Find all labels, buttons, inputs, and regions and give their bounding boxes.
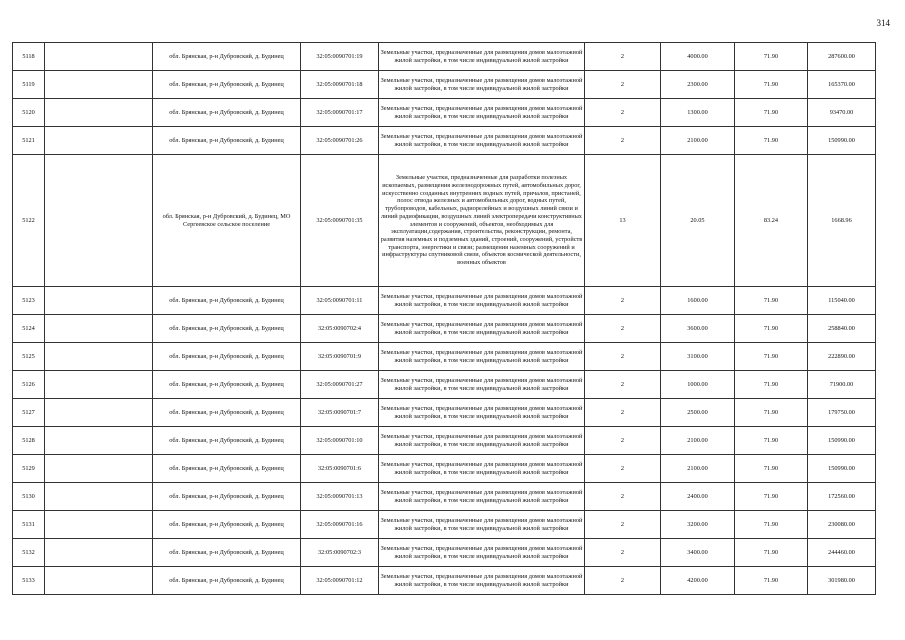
- land-purpose-cell: Земельные участки, предназначенные для размещения домов малоэтажной жилой застройки, в том числе индивидуальной жилой застройки: [379, 399, 585, 427]
- empty-cell: [45, 71, 153, 99]
- empty-cell: [45, 43, 153, 71]
- rate-cell: 71.90: [735, 343, 808, 371]
- land-purpose-cell: Земельные участки, предназначенные для размещения домов малоэтажной жилой застройки, в том числе индивидуальной жилой застройки: [379, 287, 585, 315]
- rate-cell: 71.90: [735, 127, 808, 155]
- page-number: 314: [876, 18, 890, 28]
- table-row: [13, 99, 876, 127]
- table-row: [13, 399, 876, 427]
- row-number-cell: 5122: [13, 155, 45, 287]
- table-row: [13, 343, 876, 371]
- empty-cell: [45, 343, 153, 371]
- empty-cell: [45, 155, 153, 287]
- empty-cell: [45, 455, 153, 483]
- row-number-cell: 5131: [13, 511, 45, 539]
- table-row: [13, 539, 876, 567]
- quantity-cell: 2: [585, 539, 661, 567]
- row-number-cell: 5126: [13, 371, 45, 399]
- rate-cell: 71.90: [735, 315, 808, 343]
- address-cell: обл. Брянская, р-н Дубровский, д. Будинец: [153, 399, 301, 427]
- land-purpose-cell: Земельные участки, предназначенные для размещения домов малоэтажной жилой застройки, в том числе индивидуальной жилой застройки: [379, 127, 585, 155]
- empty-cell: [45, 127, 153, 155]
- row-number-cell: 5124: [13, 315, 45, 343]
- empty-cell: [45, 483, 153, 511]
- area-cell: 4200.00: [661, 567, 735, 595]
- empty-cell: [45, 287, 153, 315]
- area-cell: 3600.00: [661, 315, 735, 343]
- cadastral-value-cell: 222890.00: [808, 343, 876, 371]
- cadastral-number-cell: 32:05:0090701:11: [301, 287, 379, 315]
- area-cell: 2300.00: [661, 71, 735, 99]
- row-number-cell: 5123: [13, 287, 45, 315]
- land-plots-table: [12, 42, 876, 595]
- area-cell: 2100.00: [661, 455, 735, 483]
- area-cell: 3200.00: [661, 511, 735, 539]
- empty-cell: [45, 99, 153, 127]
- row-number-cell: 5130: [13, 483, 45, 511]
- land-purpose-cell: Земельные участки, предназначенные для размещения домов малоэтажной жилой застройки, в том числе индивидуальной жилой застройки: [379, 371, 585, 399]
- quantity-cell: 2: [585, 343, 661, 371]
- quantity-cell: 2: [585, 455, 661, 483]
- rate-cell: 71.90: [735, 71, 808, 99]
- quantity-cell: 2: [585, 511, 661, 539]
- quantity-cell: 2: [585, 71, 661, 99]
- empty-cell: [45, 399, 153, 427]
- land-purpose-cell: Земельные участки, предназначенные для размещения домов малоэтажной жилой застройки, в том числе индивидуальной жилой застройки: [379, 71, 585, 99]
- empty-cell: [45, 567, 153, 595]
- address-cell: обл. Брянская, р-н Дубровский, д. Будинец: [153, 511, 301, 539]
- rate-cell: 71.90: [735, 427, 808, 455]
- cadastral-number-cell: 32:05:0090701:19: [301, 43, 379, 71]
- row-number-cell: 5133: [13, 567, 45, 595]
- row-number-cell: 5129: [13, 455, 45, 483]
- table-row: [13, 287, 876, 315]
- address-cell: обл. Брянская, р-н Дубровский, д. Будинец: [153, 71, 301, 99]
- quantity-cell: 2: [585, 287, 661, 315]
- cadastral-number-cell: 32:05:0090701:7: [301, 399, 379, 427]
- rate-cell: 71.90: [735, 539, 808, 567]
- quantity-cell: 2: [585, 371, 661, 399]
- land-purpose-cell: Земельные участки, предназначенные для размещения домов малоэтажной жилой застройки, в том числе индивидуальной жилой застройки: [379, 43, 585, 71]
- address-cell: обл. Брянская, р-н Дубровский, д. Будинец: [153, 371, 301, 399]
- table-row: [13, 455, 876, 483]
- quantity-cell: 2: [585, 567, 661, 595]
- table-row: [13, 127, 876, 155]
- row-number-cell: 5120: [13, 99, 45, 127]
- table-row: [13, 371, 876, 399]
- quantity-cell: 2: [585, 127, 661, 155]
- cadastral-number-cell: 32:05:0090702:3: [301, 539, 379, 567]
- empty-cell: [45, 427, 153, 455]
- cadastral-value-cell: 71900.00: [808, 371, 876, 399]
- row-number-cell: 5118: [13, 43, 45, 71]
- rate-cell: 71.90: [735, 511, 808, 539]
- table-row: [13, 427, 876, 455]
- empty-cell: [45, 511, 153, 539]
- land-purpose-cell: Земельные участки, предназначенные для размещения домов малоэтажной жилой застройки, в том числе индивидуальной жилой застройки: [379, 343, 585, 371]
- cadastral-value-cell: 172560.00: [808, 483, 876, 511]
- rate-cell: 71.90: [735, 455, 808, 483]
- area-cell: 3400.00: [661, 539, 735, 567]
- row-number-cell: 5132: [13, 539, 45, 567]
- row-number-cell: 5127: [13, 399, 45, 427]
- land-purpose-cell: Земельные участки, предназначенные для размещения домов малоэтажной жилой застройки, в том числе индивидуальной жилой застройки: [379, 99, 585, 127]
- land-purpose-cell: Земельные участки, предназначенные для размещения домов малоэтажной жилой застройки, в том числе индивидуальной жилой застройки: [379, 315, 585, 343]
- quantity-cell: 2: [585, 399, 661, 427]
- cadastral-number-cell: 32:05:0090701:18: [301, 71, 379, 99]
- land-purpose-cell: Земельные участки, предназначенные для разработки полезных ископаемых, размещения железнодорожных путей, автомобильных дорог, искусственно созданных внутренних водных путей, причалов, пристаней, полос отвода железных и автомобильных дорог, водных путей, трубопроводов, кабельных, радиорелейных и воздушных линий связи и линий радиофикации, воздушных линий электропередачи конструктивных элементов и сооружений, объектов, необходимых для эксплуатации,содержания, строительства, реконструкции, ремонта, развития наземных и подземных зданий, строений, сооружений, устройств транспорта, энергетики и связи; размещения наземных сооружений и инфраструктуры спутниковой связи, объектов космической деятельности, военных объектов: [379, 155, 585, 287]
- land-purpose-cell: Земельные участки, предназначенные для размещения домов малоэтажной жилой застройки, в том числе индивидуальной жилой застройки: [379, 511, 585, 539]
- address-cell: обл. Брянская, р-н Дубровский, д. Будинец: [153, 287, 301, 315]
- cadastral-value-cell: 115040.00: [808, 287, 876, 315]
- quantity-cell: 2: [585, 483, 661, 511]
- cadastral-number-cell: 32:05:0090701:27: [301, 371, 379, 399]
- cadastral-value-cell: 244460.00: [808, 539, 876, 567]
- table-row: [13, 511, 876, 539]
- address-cell: обл. Брянская, р-н Дубровский, д. Будинец: [153, 455, 301, 483]
- area-cell: 2100.00: [661, 427, 735, 455]
- table-row: [13, 71, 876, 99]
- cadastral-value-cell: 230080.00: [808, 511, 876, 539]
- row-number-cell: 5121: [13, 127, 45, 155]
- cadastral-value-cell: 179750.00: [808, 399, 876, 427]
- area-cell: 1300.00: [661, 99, 735, 127]
- cadastral-value-cell: 165370.00: [808, 71, 876, 99]
- table-row: [13, 483, 876, 511]
- address-cell: обл. Брянская, р-н Дубровский, д. Будинец: [153, 43, 301, 71]
- table-row: [13, 567, 876, 595]
- table-row: [13, 155, 876, 287]
- area-cell: 2400.00: [661, 483, 735, 511]
- address-cell: обл. Брянская, р-н Дубровский, д. Будинец, МО Сергеевское сельское поселение: [153, 155, 301, 287]
- cadastral-number-cell: 32:05:0090701:16: [301, 511, 379, 539]
- table-row: [13, 315, 876, 343]
- cadastral-number-cell: 32:05:0090701:6: [301, 455, 379, 483]
- area-cell: 1000.00: [661, 371, 735, 399]
- rate-cell: 71.90: [735, 287, 808, 315]
- quantity-cell: 2: [585, 427, 661, 455]
- rate-cell: 71.90: [735, 99, 808, 127]
- land-purpose-cell: Земельные участки, предназначенные для размещения домов малоэтажной жилой застройки, в том числе индивидуальной жилой застройки: [379, 539, 585, 567]
- area-cell: 2500.00: [661, 399, 735, 427]
- cadastral-value-cell: 93470.00: [808, 99, 876, 127]
- cadastral-value-cell: 287600.00: [808, 43, 876, 71]
- land-purpose-cell: Земельные участки, предназначенные для размещения домов малоэтажной жилой застройки, в том числе индивидуальной жилой застройки: [379, 427, 585, 455]
- area-cell: 2100.00: [661, 127, 735, 155]
- table-row: [13, 43, 876, 71]
- cadastral-number-cell: 32:05:0090701:10: [301, 427, 379, 455]
- land-purpose-cell: Земельные участки, предназначенные для размещения домов малоэтажной жилой застройки, в том числе индивидуальной жилой застройки: [379, 567, 585, 595]
- cadastral-number-cell: 32:05:0090701:13: [301, 483, 379, 511]
- address-cell: обл. Брянская, р-н Дубровский, д. Будинец: [153, 567, 301, 595]
- cadastral-number-cell: 32:05:0090701:9: [301, 343, 379, 371]
- quantity-cell: 2: [585, 99, 661, 127]
- rate-cell: 71.90: [735, 483, 808, 511]
- cadastral-number-cell: 32:05:0090702:4: [301, 315, 379, 343]
- empty-cell: [45, 371, 153, 399]
- area-cell: 4000.00: [661, 43, 735, 71]
- address-cell: обл. Брянская, р-н Дубровский, д. Будинец: [153, 427, 301, 455]
- empty-cell: [45, 315, 153, 343]
- row-number-cell: 5128: [13, 427, 45, 455]
- address-cell: обл. Брянская, р-н Дубровский, д. Будинец: [153, 315, 301, 343]
- table-body: [13, 43, 876, 595]
- rate-cell: 83.24: [735, 155, 808, 287]
- area-cell: 20.05: [661, 155, 735, 287]
- address-cell: обл. Брянская, р-н Дубровский, д. Будинец: [153, 539, 301, 567]
- quantity-cell: 13: [585, 155, 661, 287]
- cadastral-value-cell: 301980.00: [808, 567, 876, 595]
- cadastral-number-cell: 32:05:0090701:26: [301, 127, 379, 155]
- address-cell: обл. Брянская, р-н Дубровский, д. Будинец: [153, 127, 301, 155]
- address-cell: обл. Брянская, р-н Дубровский, д. Будинец: [153, 99, 301, 127]
- rate-cell: 71.90: [735, 567, 808, 595]
- land-purpose-cell: Земельные участки, предназначенные для размещения домов малоэтажной жилой застройки, в том числе индивидуальной жилой застройки: [379, 483, 585, 511]
- cadastral-number-cell: 32:05:0090701:12: [301, 567, 379, 595]
- cadastral-value-cell: 1668.96: [808, 155, 876, 287]
- area-cell: 1600.00: [661, 287, 735, 315]
- empty-cell: [45, 539, 153, 567]
- address-cell: обл. Брянская, р-н Дубровский, д. Будинец: [153, 483, 301, 511]
- rate-cell: 71.90: [735, 399, 808, 427]
- rate-cell: 71.90: [735, 43, 808, 71]
- area-cell: 3100.00: [661, 343, 735, 371]
- row-number-cell: 5125: [13, 343, 45, 371]
- row-number-cell: 5119: [13, 71, 45, 99]
- cadastral-number-cell: 32:05:0090701:17: [301, 99, 379, 127]
- address-cell: обл. Брянская, р-н Дубровский, д. Будинец: [153, 343, 301, 371]
- rate-cell: 71.90: [735, 371, 808, 399]
- cadastral-value-cell: 150990.00: [808, 455, 876, 483]
- quantity-cell: 2: [585, 315, 661, 343]
- quantity-cell: 2: [585, 43, 661, 71]
- cadastral-number-cell: 32:05:0090701:35: [301, 155, 379, 287]
- cadastral-value-cell: 150990.00: [808, 427, 876, 455]
- cadastral-value-cell: 258840.00: [808, 315, 876, 343]
- cadastral-value-cell: 150990.00: [808, 127, 876, 155]
- land-purpose-cell: Земельные участки, предназначенные для размещения домов малоэтажной жилой застройки, в том числе индивидуальной жилой застройки: [379, 455, 585, 483]
